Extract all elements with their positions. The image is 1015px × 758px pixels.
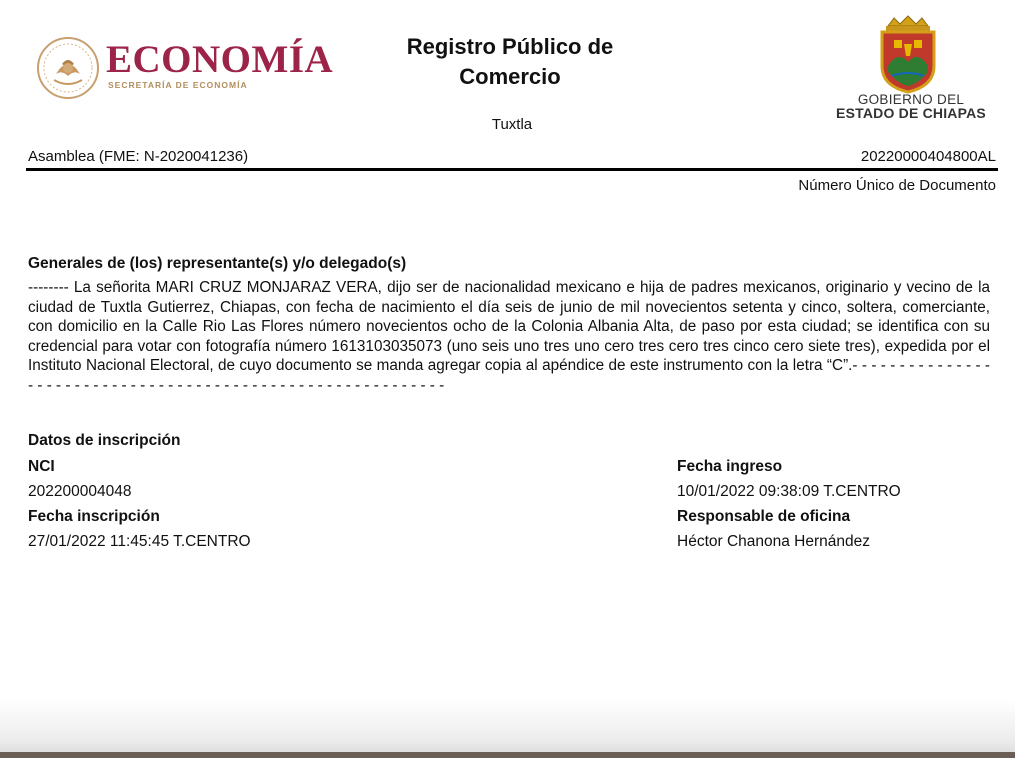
office-manager-value: Héctor Chanona Hernández (677, 533, 871, 550)
page-title (360, 32, 660, 92)
representatives-text: -------- La señorita MARI CRUZ MONJARAZ VERA, dijo ser de nacionalidad mexicano e hija de padres mexicanos, originario y vecino de la ciudad de Tuxtla Gutierrez, Chiapas, con fecha de nacimiento el día seis de junio de mil novecientos setenta y cinco, soltera, comerciante, con domicilio en la Calle Rio Las Flores número novecientos ocho de la Colonia Albania Alta, de paso por esta ciudad; se identifica con su credencial para votar con fotografía número 1613103035073 (uno seis uno tres uno cero tres cero tres cinco cero siete tres), expedida por el Instituto Nacional Electoral, de cuyo documento se manda agregar copia al apéndice de este instrumento con la letra “C”.- - - - - - - - - - - - - - - - - - - - - - - - - - - - - - - - - - - - - - - - - - - - - - - - - - - - - - - - - - - - (28, 279, 990, 394)
ministry-name: ECONOMÍA (106, 38, 334, 81)
act-label: Asamblea (FME: N-2020041236) (28, 148, 249, 165)
office-manager-label: Responsable de oficina (677, 508, 851, 525)
ministry-subtitle: SECRETARÍA DE ECONOMÍA (108, 80, 248, 90)
state-government-line-2: ESTADO DE CHIAPAS (836, 105, 986, 121)
state-government-line-1: GOBIERNO DEL (857, 92, 965, 107)
inscription-date-label: Fecha inscripción (28, 508, 160, 525)
nci-label: NCI (28, 458, 55, 475)
nci-value: 202200004048 (28, 483, 132, 500)
city-name: Tuxtla (491, 116, 533, 133)
document-number-label: Número Único de Documento (798, 177, 996, 194)
viewer-bottom-bar (0, 752, 1015, 758)
entry-date-label: Fecha ingreso (677, 458, 783, 475)
economia-seal-icon (36, 36, 100, 100)
chiapas-shield-icon (874, 14, 942, 96)
title-line-2: Comercio (459, 64, 561, 89)
registration-heading: Datos de inscripción (28, 432, 181, 449)
title-line-1: Registro Público de (406, 34, 614, 59)
inscription-date-value: 27/01/2022 11:45:45 T.CENTRO (28, 533, 251, 550)
representatives-heading: Generales de (los) representante(s) y/o delegado(s) (28, 255, 407, 272)
header-divider (26, 168, 998, 171)
entry-date-value: 10/01/2022 09:38:09 T.CENTRO (677, 483, 901, 500)
page-bottom-shadow (0, 700, 1015, 758)
document-number: 20220000404800AL (860, 148, 996, 165)
